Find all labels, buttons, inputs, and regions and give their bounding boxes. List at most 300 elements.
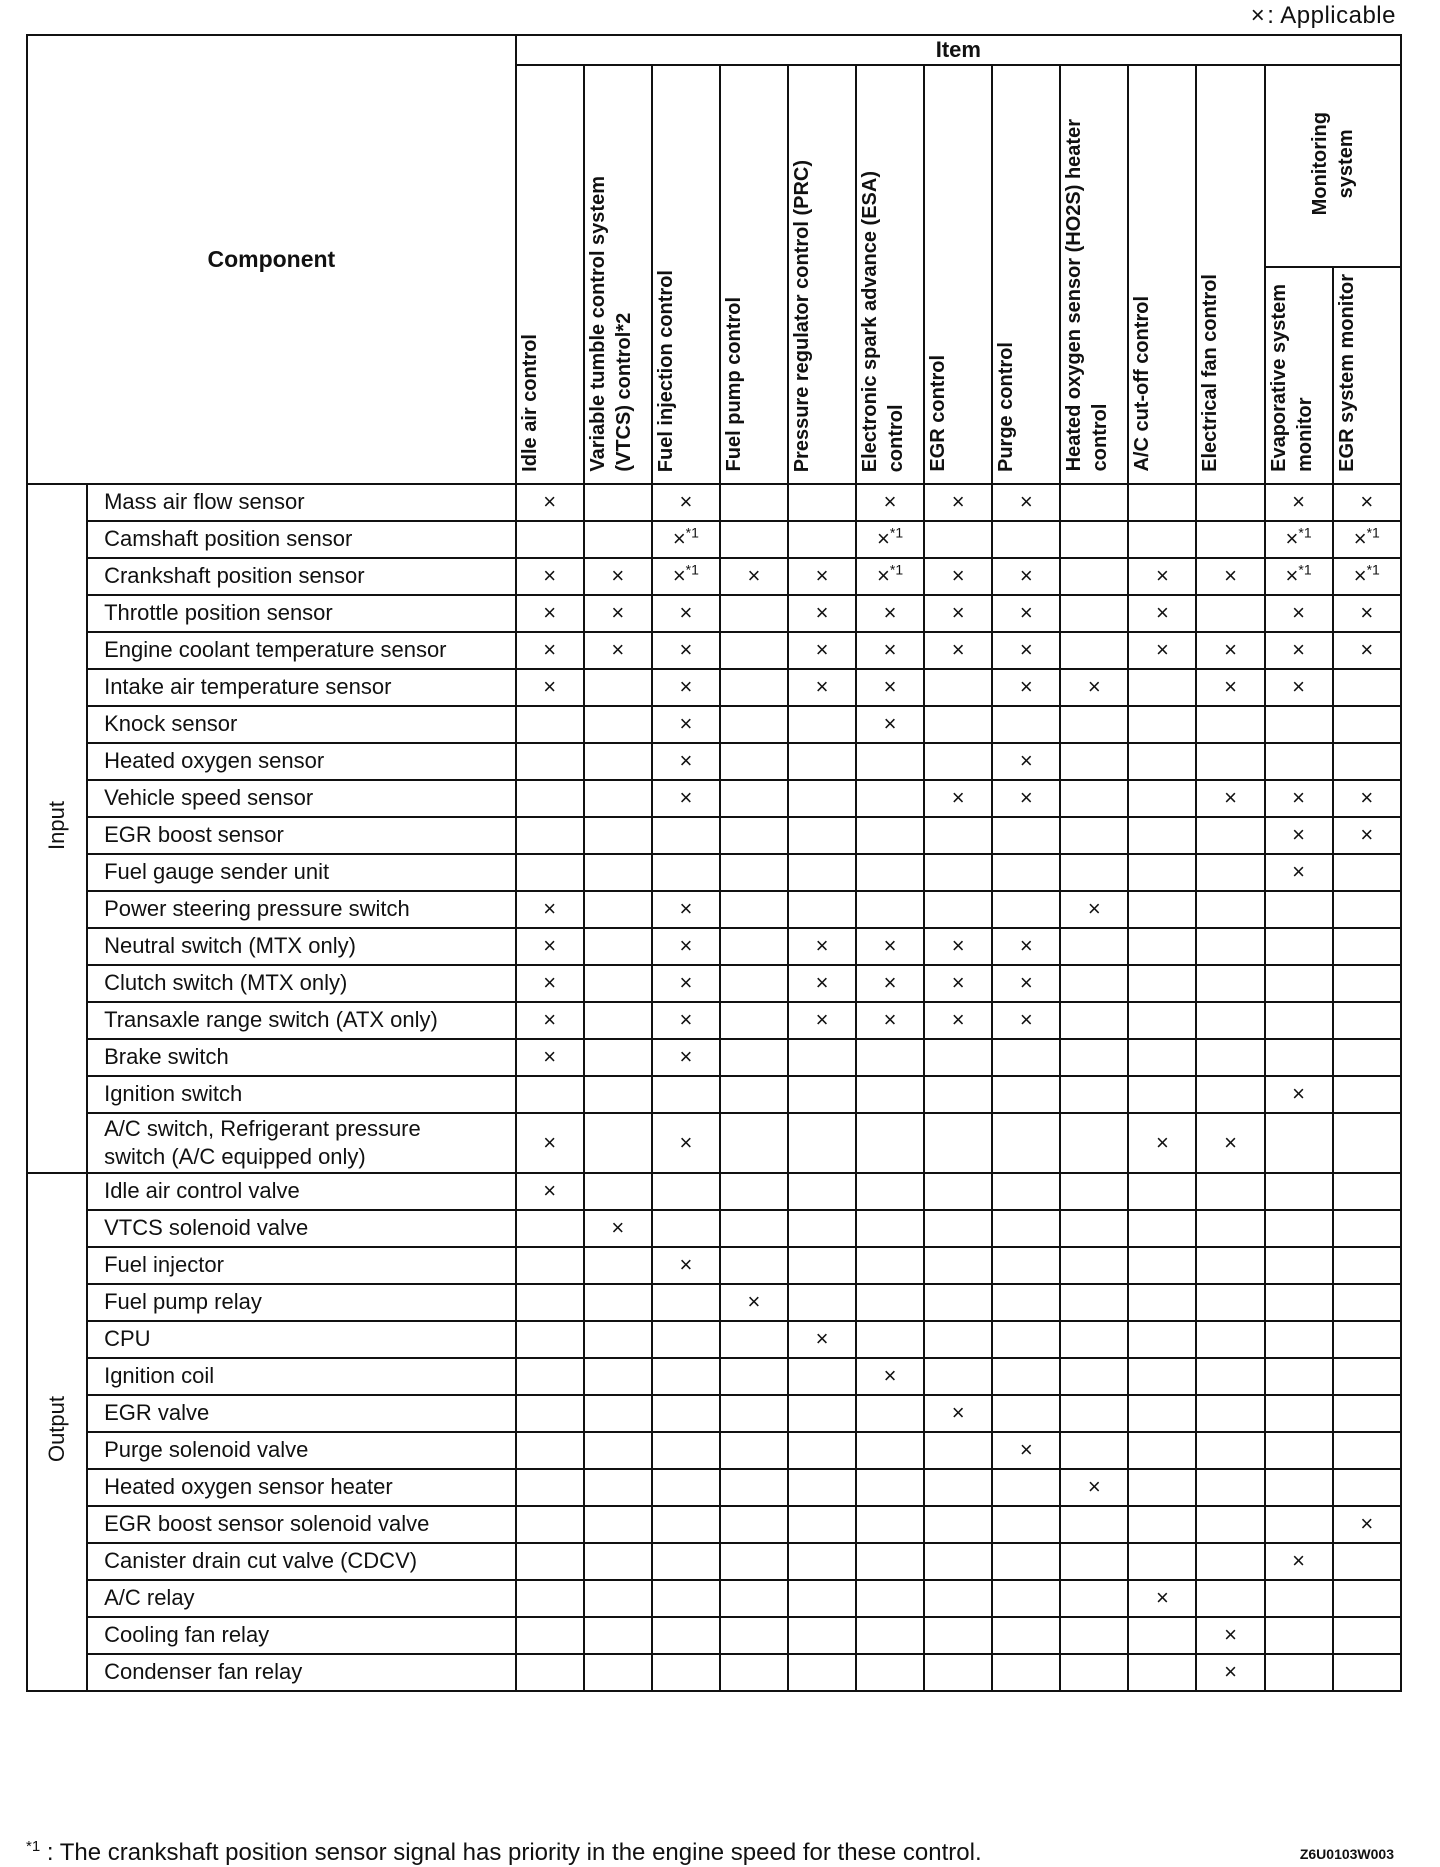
applicable-mark: × xyxy=(543,1007,557,1033)
applicability-cell xyxy=(1265,817,1333,854)
applicability-cell xyxy=(1333,1173,1401,1210)
applicability-cell xyxy=(1060,1395,1128,1432)
applicability-cell xyxy=(788,1210,856,1247)
applicable-mark: × xyxy=(543,637,557,663)
applicability-cell xyxy=(992,891,1060,928)
applicability-cell xyxy=(788,1617,856,1654)
applicability-cell xyxy=(1196,854,1264,891)
component-name-text: Fuel injector xyxy=(104,1252,224,1278)
applicability-cell xyxy=(584,1173,652,1210)
applicability-cell xyxy=(1265,1469,1333,1506)
applicability-cell xyxy=(992,669,1060,706)
column-header-label: Variable tumble control system (VTCS) control*2 xyxy=(586,176,635,472)
applicable-mark: × xyxy=(1224,674,1237,700)
applicable-mark: × xyxy=(1019,933,1033,959)
applicability-cell xyxy=(1196,743,1264,780)
applicability-cell xyxy=(1196,1617,1264,1654)
applicability-cell xyxy=(1265,706,1333,743)
header-row-item xyxy=(27,35,1401,65)
footnote-ref: *1 xyxy=(1298,562,1312,578)
applicability-cell xyxy=(584,854,652,891)
applicability-cell xyxy=(1265,1543,1333,1580)
applicability-cell xyxy=(1196,669,1264,706)
applicability-cell xyxy=(856,1284,924,1321)
applicability-cell xyxy=(924,1113,992,1173)
applicability-cell xyxy=(720,669,788,706)
applicable-mark: × xyxy=(679,785,693,811)
column-header-label: Pressure regulator control (PRC) xyxy=(790,159,813,472)
applicability-cell xyxy=(1128,817,1196,854)
applicability-cell xyxy=(856,965,924,1002)
applicability-cell xyxy=(1265,1321,1333,1358)
column-header-label: EGR control xyxy=(927,355,950,472)
applicability-cell xyxy=(584,1210,652,1247)
applicable-mark: × xyxy=(679,600,693,626)
applicability-cell xyxy=(652,1543,720,1580)
applicability-cell xyxy=(1196,1358,1264,1395)
applicability-cell xyxy=(1060,1039,1128,1076)
component-name-text: Transaxle range switch (ATX only) xyxy=(104,1007,438,1033)
applicable-mark: × xyxy=(1285,526,1299,552)
applicability-cell xyxy=(584,1543,652,1580)
applicable-mark: × xyxy=(679,748,693,774)
applicability-cell xyxy=(992,780,1060,817)
applicability-cell xyxy=(1333,1284,1401,1321)
applicability-cell xyxy=(1196,1284,1264,1321)
applicability-cell xyxy=(1333,1358,1401,1395)
column-header xyxy=(788,65,856,484)
applicability-cell xyxy=(1333,1113,1401,1173)
table-row xyxy=(27,1284,1401,1321)
applicability-cell xyxy=(1265,595,1333,632)
applicability-cell xyxy=(1128,965,1196,1002)
applicability-cell xyxy=(1265,1247,1333,1284)
applicable-mark: × xyxy=(883,637,897,663)
applicability-cell xyxy=(856,595,924,632)
component-name xyxy=(87,1002,516,1039)
component-name-text: Brake switch xyxy=(104,1044,229,1070)
component-name xyxy=(87,669,516,706)
applicability-cell xyxy=(720,1173,788,1210)
column-header xyxy=(720,65,788,484)
applicable-mark: × xyxy=(1019,748,1033,774)
applicability-cell xyxy=(1265,1284,1333,1321)
applicability-cell xyxy=(1128,1210,1196,1247)
applicability-cell xyxy=(992,521,1060,558)
applicability-cell xyxy=(652,669,720,706)
footnote xyxy=(26,1838,982,1867)
applicability-cell xyxy=(516,558,584,595)
applicability-cell xyxy=(1333,1002,1401,1039)
applicability-cell xyxy=(856,1543,924,1580)
applicability-cell xyxy=(788,1002,856,1039)
applicability-cell xyxy=(652,1358,720,1395)
applicability-cell xyxy=(516,521,584,558)
applicability-cell xyxy=(584,1002,652,1039)
applicable-mark: × xyxy=(543,600,557,626)
applicability-cell xyxy=(856,1210,924,1247)
applicability-cell xyxy=(720,1247,788,1284)
applicable-mark: × xyxy=(1360,637,1374,663)
applicability-cell xyxy=(1196,595,1264,632)
component-name-text: Throttle position sensor xyxy=(104,600,333,626)
component-name-text: Vehicle speed sensor xyxy=(104,785,314,811)
component-name xyxy=(87,484,516,521)
table-row xyxy=(27,1617,1401,1654)
applicability-cell xyxy=(652,1580,720,1617)
column-header-label: Fuel injection control xyxy=(654,269,677,472)
applicability-cell xyxy=(1265,1002,1333,1039)
applicable-mark: × xyxy=(679,674,693,700)
table-row xyxy=(27,706,1401,743)
applicability-cell xyxy=(516,891,584,928)
applicable-mark: × xyxy=(883,933,897,959)
footnote-ref: *1 xyxy=(1366,525,1380,541)
applicability-cell xyxy=(924,595,992,632)
applicability-cell xyxy=(1333,965,1401,1002)
applicability-cell xyxy=(924,1039,992,1076)
applicable-mark: × xyxy=(883,489,897,515)
applicability-cell xyxy=(584,1039,652,1076)
applicability-cell xyxy=(584,1284,652,1321)
applicability-cell xyxy=(856,817,924,854)
column-header-label: Purge control xyxy=(995,341,1018,472)
component-name-text: EGR boost sensor xyxy=(104,822,284,848)
applicable-mark: × xyxy=(543,489,557,515)
applicability-cell xyxy=(1128,1580,1196,1617)
applicability-cell xyxy=(1060,1321,1128,1358)
applicability-cell xyxy=(584,706,652,743)
applicable-mark: × xyxy=(1292,600,1305,626)
applicable-mark: × xyxy=(883,1363,897,1389)
applicability-cell xyxy=(720,558,788,595)
applicable-mark: × xyxy=(815,637,829,663)
applicable-mark: × xyxy=(951,637,965,663)
component-name xyxy=(87,743,516,780)
table-row xyxy=(27,1506,1401,1543)
table-row xyxy=(27,1580,1401,1617)
applicability-cell xyxy=(1060,1284,1128,1321)
applicability-cell xyxy=(652,743,720,780)
applicability-cell xyxy=(516,1617,584,1654)
component-name-text: Camshaft position sensor xyxy=(104,526,353,552)
applicability-cell xyxy=(720,1654,788,1691)
applicability-cell xyxy=(1060,965,1128,1002)
applicability-cell xyxy=(788,1395,856,1432)
applicability-cell xyxy=(652,1173,720,1210)
applicability-cell xyxy=(652,1076,720,1113)
applicability-cell xyxy=(856,1506,924,1543)
table-row xyxy=(27,669,1401,706)
component-name-text: A/C switch, Refrigerant pressure switch (A/C equipped only) xyxy=(104,1115,421,1169)
applicability-cell xyxy=(924,743,992,780)
applicable-mark: × xyxy=(1019,1007,1033,1033)
applicability-cell xyxy=(584,1506,652,1543)
applicability-cell xyxy=(924,780,992,817)
component-name xyxy=(87,1543,516,1580)
table-row xyxy=(27,1543,1401,1580)
table-row xyxy=(27,928,1401,965)
applicability-cell xyxy=(720,706,788,743)
applicability-cell xyxy=(1333,854,1401,891)
applicability-cell xyxy=(788,743,856,780)
applicability-cell xyxy=(516,743,584,780)
applicability-cell xyxy=(1128,1543,1196,1580)
applicability-cell xyxy=(584,1358,652,1395)
component-name xyxy=(87,891,516,928)
applicability-cell xyxy=(720,891,788,928)
applicability-cell xyxy=(1265,1173,1333,1210)
applicability-cell xyxy=(584,743,652,780)
applicability-cell xyxy=(1265,965,1333,1002)
applicable-mark: × xyxy=(611,600,625,626)
applicability-cell xyxy=(1333,1210,1401,1247)
component-name xyxy=(87,1506,516,1543)
column-header-label: A/C cut-off control xyxy=(1131,296,1154,472)
column-header-label: Fuel pump control xyxy=(722,297,745,472)
applicability-cell xyxy=(1128,595,1196,632)
applicable-mark: × xyxy=(951,600,965,626)
applicability-cell xyxy=(516,1395,584,1432)
applicability-cell xyxy=(992,1113,1060,1173)
applicability-cell xyxy=(992,1395,1060,1432)
footnote-text: : The crankshaft position sensor signal has priority in the engine speed for these control. xyxy=(46,1839,982,1866)
applicability-cell xyxy=(1128,484,1196,521)
applicability-cell xyxy=(1060,1002,1128,1039)
column-header-label: Electronic spark advance (ESA) control xyxy=(859,170,908,472)
applicable-mark: × xyxy=(1224,1129,1237,1155)
applicability-cell xyxy=(1196,1432,1264,1469)
applicability-cell xyxy=(856,743,924,780)
applicability-cell xyxy=(652,1506,720,1543)
applicability-cell xyxy=(924,558,992,595)
applicability-cell xyxy=(1196,780,1264,817)
applicability-cell xyxy=(1265,521,1333,558)
applicability-cell xyxy=(992,484,1060,521)
applicability-cell xyxy=(924,669,992,706)
applicability-cell xyxy=(1128,1617,1196,1654)
applicability-cell xyxy=(720,1395,788,1432)
applicability-cell xyxy=(1333,1654,1401,1691)
applicable-mark: × xyxy=(815,563,829,589)
applicable-mark: × xyxy=(1087,1474,1101,1500)
applicability-cell xyxy=(992,558,1060,595)
component-name xyxy=(87,965,516,1002)
component-name-text: Crankshaft position sensor xyxy=(104,563,365,589)
applicability-cell xyxy=(720,1210,788,1247)
applicability-cell xyxy=(720,1002,788,1039)
applicability-cell xyxy=(1196,1506,1264,1543)
component-name xyxy=(87,817,516,854)
applicability-cell xyxy=(516,854,584,891)
component-name xyxy=(87,521,516,558)
applicability-cell xyxy=(924,632,992,669)
applicability-cell xyxy=(992,1543,1060,1580)
applicability-cell xyxy=(584,1617,652,1654)
applicability-cell xyxy=(516,669,584,706)
applicability-cell xyxy=(856,1469,924,1506)
table-row xyxy=(27,780,1401,817)
component-name-text: Knock sensor xyxy=(104,711,238,737)
applicability-cell xyxy=(720,484,788,521)
table-row xyxy=(27,1321,1401,1358)
applicable-mark: × xyxy=(1019,970,1033,996)
applicable-mark: × xyxy=(1019,785,1033,811)
applicability-cell xyxy=(1060,1617,1128,1654)
applicability-cell xyxy=(652,1247,720,1284)
applicability-cell xyxy=(1333,928,1401,965)
applicable-mark: × xyxy=(1019,1437,1033,1463)
applicable-mark: × xyxy=(877,526,890,552)
applicability-cell xyxy=(584,780,652,817)
applicability-cell xyxy=(992,1358,1060,1395)
applicability-cell xyxy=(516,595,584,632)
applicability-cell xyxy=(924,817,992,854)
applicability-cell xyxy=(992,595,1060,632)
applicability-cell xyxy=(720,1358,788,1395)
applicability-cell xyxy=(1333,484,1401,521)
applicability-cell xyxy=(1060,891,1128,928)
applicable-mark: × xyxy=(1019,674,1033,700)
applicability-cell xyxy=(1196,1173,1264,1210)
applicability-cell xyxy=(1333,595,1401,632)
applicable-mark: × xyxy=(951,1007,965,1033)
footnote-mark: *1 xyxy=(26,1838,41,1855)
applicability-cell xyxy=(924,1284,992,1321)
applicability-cell xyxy=(584,632,652,669)
applicability-cell xyxy=(1333,1039,1401,1076)
applicable-mark: × xyxy=(543,563,557,589)
applicability-cell xyxy=(1333,558,1401,595)
applicable-mark: × xyxy=(883,711,897,737)
applicability-cell xyxy=(1060,1113,1128,1173)
applicability-cell xyxy=(1196,1076,1264,1113)
applicability-cell xyxy=(720,521,788,558)
applicable-mark: × xyxy=(1292,489,1305,515)
applicability-cell xyxy=(1060,558,1128,595)
table-row xyxy=(27,1039,1401,1076)
applicability-cell xyxy=(720,595,788,632)
applicability-cell xyxy=(652,817,720,854)
applicability-cell xyxy=(924,1076,992,1113)
component-name-text: EGR boost sensor solenoid valve xyxy=(104,1511,430,1537)
group-label: Output xyxy=(44,1395,70,1462)
column-header xyxy=(1265,267,1333,484)
applicable-mark: × xyxy=(815,600,829,626)
applicable-mark: × xyxy=(679,970,693,996)
component-name xyxy=(87,1358,516,1395)
component-name-text: A/C relay xyxy=(104,1585,195,1611)
footnote-ref: *1 xyxy=(685,525,699,541)
applicability-cell xyxy=(584,928,652,965)
footnote-ref: *1 xyxy=(1366,562,1380,578)
applicability-cell xyxy=(516,484,584,521)
applicability-cell xyxy=(1060,1469,1128,1506)
applicability-cell xyxy=(1128,1321,1196,1358)
applicability-cell xyxy=(992,706,1060,743)
applicable-mark: × xyxy=(1360,1511,1374,1537)
applicable-mark: × xyxy=(611,1215,625,1241)
group-label-cell xyxy=(27,484,87,1173)
applicability-cell xyxy=(652,780,720,817)
applicable-mark: × xyxy=(747,1289,761,1315)
applicability-cell xyxy=(516,1654,584,1691)
applicability-cell xyxy=(1060,484,1128,521)
applicable-mark: × xyxy=(543,1178,557,1204)
applicability-cell xyxy=(1060,928,1128,965)
applicable-mark: × xyxy=(543,896,557,922)
footnote-ref: *1 xyxy=(889,562,904,578)
applicability-cell xyxy=(1196,706,1264,743)
applicability-cell xyxy=(1060,1247,1128,1284)
applicability-cell xyxy=(652,706,720,743)
applicability-cell xyxy=(1128,780,1196,817)
component-name xyxy=(87,1617,516,1654)
applicable-mark: × xyxy=(1019,563,1033,589)
component-name-text: Heated oxygen sensor heater xyxy=(104,1474,393,1500)
applicable-mark: × xyxy=(1360,822,1374,848)
applicability-cell xyxy=(1196,817,1264,854)
applicability-cell xyxy=(856,1113,924,1173)
applicability-cell xyxy=(1196,1210,1264,1247)
applicability-cell xyxy=(788,1076,856,1113)
applicability-cell xyxy=(1333,1321,1401,1358)
applicability-cell xyxy=(1265,1210,1333,1247)
applicability-cell xyxy=(1333,1076,1401,1113)
component-name-text: EGR valve xyxy=(104,1400,210,1426)
applicability-cell xyxy=(652,1469,720,1506)
applicability-cell xyxy=(720,632,788,669)
applicability-cell xyxy=(1265,484,1333,521)
component-name-text: Purge solenoid valve xyxy=(104,1437,309,1463)
applicable-mark: × xyxy=(1360,600,1374,626)
applicability-cell xyxy=(788,854,856,891)
applicable-mark: × xyxy=(1155,1585,1169,1611)
applicability-cell xyxy=(1196,891,1264,928)
legend-text: : Applicable xyxy=(1267,2,1396,29)
applicability-cell xyxy=(924,1002,992,1039)
component-name-text: Fuel gauge sender unit xyxy=(104,859,330,885)
applicability-cell xyxy=(1265,928,1333,965)
applicability-cell xyxy=(1196,1113,1264,1173)
table-row xyxy=(27,484,1401,521)
applicability-cell xyxy=(1060,1654,1128,1691)
applicable-mark: × xyxy=(951,970,965,996)
applicability-cell xyxy=(856,1321,924,1358)
applicability-cell xyxy=(584,521,652,558)
applicability-cell xyxy=(652,521,720,558)
applicability-cell xyxy=(788,1654,856,1691)
applicability-cell xyxy=(1265,558,1333,595)
applicability-cell xyxy=(1196,1654,1264,1691)
applicability-cell xyxy=(652,1395,720,1432)
applicability-cell xyxy=(516,1321,584,1358)
applicability-cell xyxy=(720,1506,788,1543)
applicability-cell xyxy=(1196,1543,1264,1580)
applicability-cell xyxy=(856,1395,924,1432)
table-row xyxy=(27,1395,1401,1432)
component-name-text: Heated oxygen sensor xyxy=(104,748,325,774)
applicability-cell xyxy=(584,558,652,595)
applicability-cell xyxy=(992,1173,1060,1210)
applicability-cell xyxy=(652,1321,720,1358)
component-name-text: Intake air temperature sensor xyxy=(104,674,392,700)
applicability-cell xyxy=(856,1076,924,1113)
applicability-cell xyxy=(924,1210,992,1247)
applicability-cell xyxy=(1060,669,1128,706)
applicable-mark: × xyxy=(1087,896,1101,922)
applicability-cell xyxy=(788,669,856,706)
